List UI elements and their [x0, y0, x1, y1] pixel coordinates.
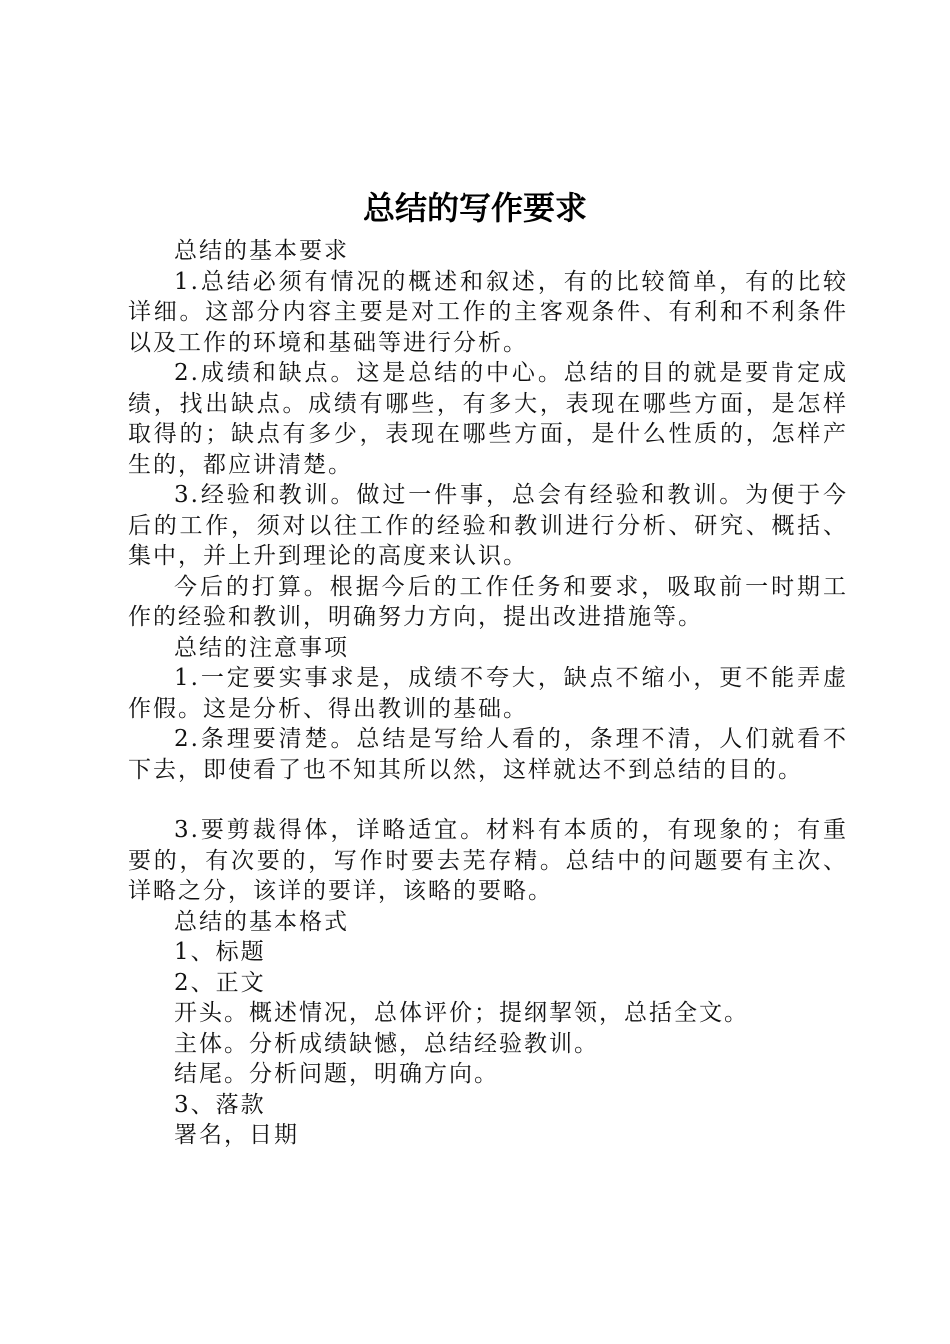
paragraph: 主体。分析成绩缺憾，总结经验教训。 — [174, 1030, 599, 1057]
section-heading-precautions: 总结的注意事项 — [174, 634, 349, 661]
document-body — [128, 236, 848, 1151]
paragraph: 今后的打算。根据今后的工作任务和要求，吸取前一时期工作的经验和教训，明确努力方向，提出改进措施等。 — [128, 573, 848, 630]
paragraph: 1.一定要实事求是，成绩不夸大，缺点不缩小，更不能弄虚作假。这是分析、得出教训的基础。 — [128, 665, 848, 722]
paragraph: 结尾。分析问题，明确方向。 — [174, 1061, 499, 1087]
list-item: 1、标题 — [174, 939, 266, 965]
paragraph: 3.要剪裁得体，详略适宜。材料有本质的，有现象的；有重要的，有次要的，写作时要去芜存精。总结中的问题要有主次、详略之分，该详的要详，该略的要略。 — [128, 817, 848, 904]
paragraph: 2.条理要清楚。总结是写给人看的，条理不清，人们就看不下去，即使看了也不知其所以然，这样就达不到总结的目的。 — [128, 726, 848, 783]
paragraph: 1.总结必须有情况的概述和叙述，有的比较简单，有的比较详细。这部分内容主要是对工作的主客观条件、有利和不利条件以及工作的环境和基础等进行分析。 — [128, 268, 848, 356]
paragraph: 署名，日期 — [174, 1122, 299, 1148]
paragraph: 3.经验和教训。做过一件事，总会有经验和教训。为便于今后的工作，须对以往工作的经验和教训进行分析、研究、概括、集中，并上升到理论的高度来认识。 — [128, 482, 848, 569]
document-title: 总结的写作要求 — [362, 189, 587, 227]
paragraph: 2.成绩和缺点。这是总结的中心。总结的目的就是要肯定成绩，找出缺点。成绩有哪些，有多大，表现在哪些方面，是怎样取得的；缺点有多少，表现在哪些方面，是什么性质的，怎样产生的，都应讲清楚。 — [128, 360, 848, 478]
list-item: 2、正文 — [174, 969, 266, 996]
section-heading-basic-format: 总结的基本格式 — [174, 908, 349, 935]
section-heading-basic-requirements: 总结的基本要求 — [174, 238, 349, 264]
list-item: 3、落款 — [174, 1091, 266, 1118]
paragraph: 开头。概述情况，总体评价；提纲挈领，总括全文。 — [174, 1000, 749, 1026]
